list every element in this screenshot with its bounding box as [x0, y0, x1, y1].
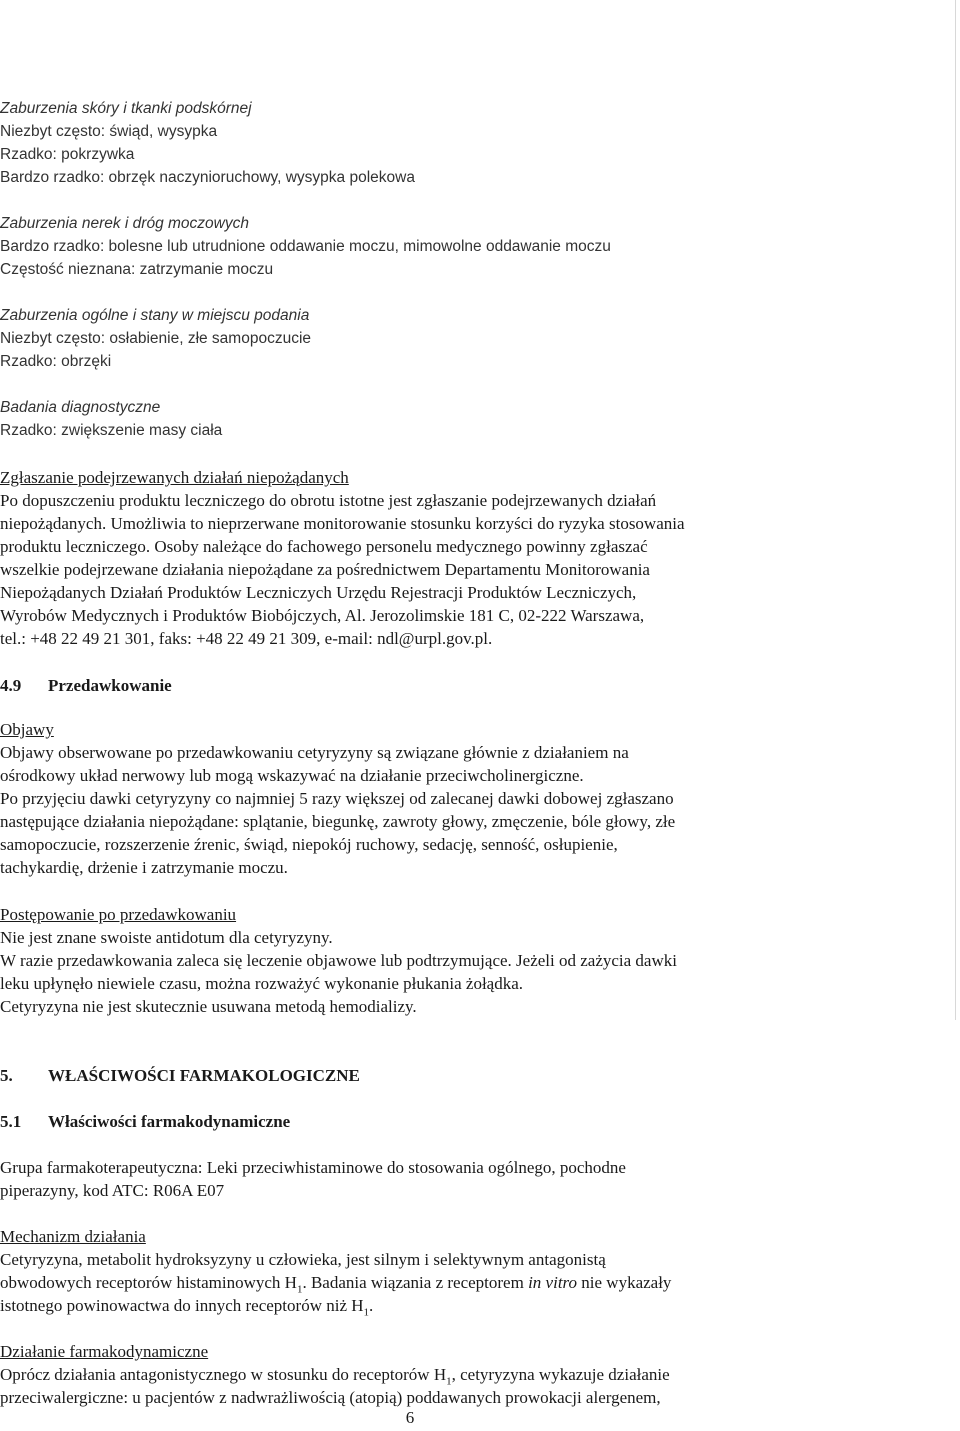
- general-line: Niezbyt często: osłabienie, złe samopoczucie: [0, 330, 312, 347]
- management-line: leku upłynęło niewiele czasu, można rozważyć wykonanie płukania żołądka.: [0, 974, 524, 993]
- reporting-line: Po dopuszczeniu produktu leczniczego do obrotu istotne jest zgłaszanie podejrzewanych działań: [0, 491, 657, 510]
- reporting-line: Wyrobów Medycznych i Produktów Biobójczych, Al. Jerozolimskie 181 C, 02-222 Warszawa,: [0, 606, 645, 625]
- management-line: W razie przedawkowania zaleca się leczenie objawowe lub podtrzymujące. Jeżeli od zażycia dawki: [0, 951, 677, 970]
- skin-line: Niezbyt często: świąd, wysypka: [0, 123, 218, 140]
- italic-run: in vitro: [528, 1273, 578, 1292]
- section-number: 5.: [0, 1066, 13, 1085]
- mechanism-line: [0, 1271, 956, 1294]
- general-heading: Zaburzenia ogólne i stany w miejscu podania: [0, 307, 310, 324]
- pharmgroup-line: Grupa farmakoterapeutyczna: Leki przeciwhistaminowe do stosowania ogólnego, pochodne: [0, 1158, 626, 1177]
- pharmacodynamic-line: [0, 1363, 956, 1386]
- subscript: 1: [296, 1283, 303, 1296]
- symptoms-line: następujące działania niepożądane: splątanie, biegunkę, zawroty głowy, zmęczenie, bóle głowy, złe: [0, 812, 676, 831]
- symptoms-line: Objawy obserwowane po przedawkowaniu cetyryzyny są związane głównie z działaniem na: [0, 743, 629, 762]
- section-general: [0, 304, 956, 373]
- text-run: nie wykazały: [577, 1273, 672, 1292]
- reporting-line: produktu leczniczego. Osoby należące do fachowego personelu medycznego powinny zgłaszać: [0, 537, 648, 556]
- pharmgroup-line: piperazyny, kod ATC: R06A E07: [0, 1181, 225, 1200]
- skin-line: Rzadko: pokrzywka: [0, 146, 135, 163]
- section-pharmgroup: [0, 1156, 956, 1202]
- text-run: .: [369, 1296, 374, 1315]
- kidney-heading: Zaburzenia nerek i dróg moczowych: [0, 215, 249, 232]
- page-number: 6: [405, 1408, 415, 1427]
- diagnostic-line: Rzadko: zwiększenie masy ciała: [0, 422, 223, 439]
- mechanism-heading: Mechanizm działania: [0, 1227, 146, 1246]
- skin-line: Bardzo rzadko: obrzęk naczynioruchowy, wysypka polekowa: [0, 169, 415, 186]
- text-run: istotnego powinowactwa do innych receptorów niż H: [0, 1296, 364, 1315]
- text-run: obwodowych receptorów histaminowych H: [0, 1273, 297, 1292]
- skin-heading: Zaburzenia skóry i tkanki podskórnej: [0, 100, 252, 117]
- section-diagnostic: [0, 396, 956, 442]
- kidney-line: Częstość nieznana: zatrzymanie moczu: [0, 261, 274, 278]
- symptoms-heading: Objawy: [0, 720, 54, 739]
- diagnostic-heading: Badania diagnostyczne: [0, 399, 161, 416]
- management-line: Cetyryzyna nie jest skutecznie usuwana metodą hemodializy.: [0, 997, 417, 1016]
- reporting-line: tel.: +48 22 49 21 301, faks: +48 22 49 21 309, e-mail: ndl@urpl.gov.pl.: [0, 629, 493, 648]
- text-run: Oprócz działania antagonistycznego w stosunku do receptorów H: [0, 1365, 447, 1384]
- symptoms-line: samopoczucie, rozszerzenie źrenic, świąd, niepokój ruchowy, sedację, senność, osłupienie,: [0, 835, 618, 854]
- section-kidney: [0, 212, 956, 281]
- section-symptoms: [0, 718, 956, 879]
- reporting-line: Niepożądanych Działań Produktów Leczniczych Urzędu Rejestracji Produktów Leczniczych,: [0, 583, 637, 602]
- section-title: Przedawkowanie: [48, 676, 172, 695]
- reporting-line: wszelkie podejrzewane działania niepożądane za pośrednictwem Departamentu Monitorowania: [0, 560, 650, 579]
- section-skin: [0, 97, 956, 189]
- section-title: Właściwości farmakodynamiczne: [48, 1112, 291, 1131]
- section-pharmacodynamic: [0, 1340, 956, 1409]
- section-4-9-heading: [0, 674, 172, 697]
- section-reporting: [0, 466, 956, 650]
- text-run: . Badania wiązania z receptorem: [302, 1273, 529, 1292]
- section-mechanism: [0, 1225, 956, 1317]
- management-line: Nie jest znane swoiste antidotum dla cetyryzyny.: [0, 928, 333, 947]
- reporting-heading: Zgłaszanie podejrzewanych działań niepożądanych: [0, 468, 349, 487]
- subscript: 1: [446, 1375, 452, 1388]
- mechanism-line: [0, 1294, 956, 1317]
- subscript: 1: [363, 1306, 370, 1319]
- symptoms-line: tachykardię, drżenie i zatrzymanie moczu.: [0, 858, 288, 877]
- section-number: 5.1: [0, 1112, 22, 1131]
- general-line: Rzadko: obrzęki: [0, 353, 112, 370]
- symptoms-line: ośrodkowy układ nerwowy lub mogą wskazywać na działanie przeciwcholinergiczne.: [0, 766, 584, 785]
- reporting-line: niepożądanych. Umożliwia to nieprzerwane monitorowanie stosunku korzyści do ryzyka stosowania: [0, 514, 685, 533]
- mechanism-line: Cetyryzyna, metabolit hydroksyzyny u człowieka, jest silnym i selektywnym antagonistą: [0, 1250, 606, 1269]
- pharmacodynamic-line: przeciwalergiczne: u pacjentów z nadwrażliwością (atopią) poddawanych prowokacji alergenem,: [0, 1388, 661, 1407]
- kidney-line: Bardzo rzadko: bolesne lub utrudnione oddawanie moczu, mimowolne oddawanie moczu: [0, 238, 611, 255]
- section-5-1-heading: [0, 1110, 290, 1133]
- text-run: , cetyryzyna wykazuje działanie: [451, 1365, 670, 1384]
- section-title: WŁAŚCIWOŚCI FARMAKOLOGICZNE: [48, 1066, 360, 1085]
- pharmacodynamic-heading: Działanie farmakodynamiczne: [0, 1342, 209, 1361]
- section-number: 4.9: [0, 676, 22, 695]
- symptoms-line: Po przyjęciu dawki cetyryzyny co najmniej 5 razy większej od zalecanej dawki dobowej zgłaszano: [0, 789, 674, 808]
- section-5-heading: [0, 1064, 360, 1087]
- section-management: [0, 903, 956, 1018]
- management-heading: Postępowanie po przedawkowaniu: [0, 905, 237, 924]
